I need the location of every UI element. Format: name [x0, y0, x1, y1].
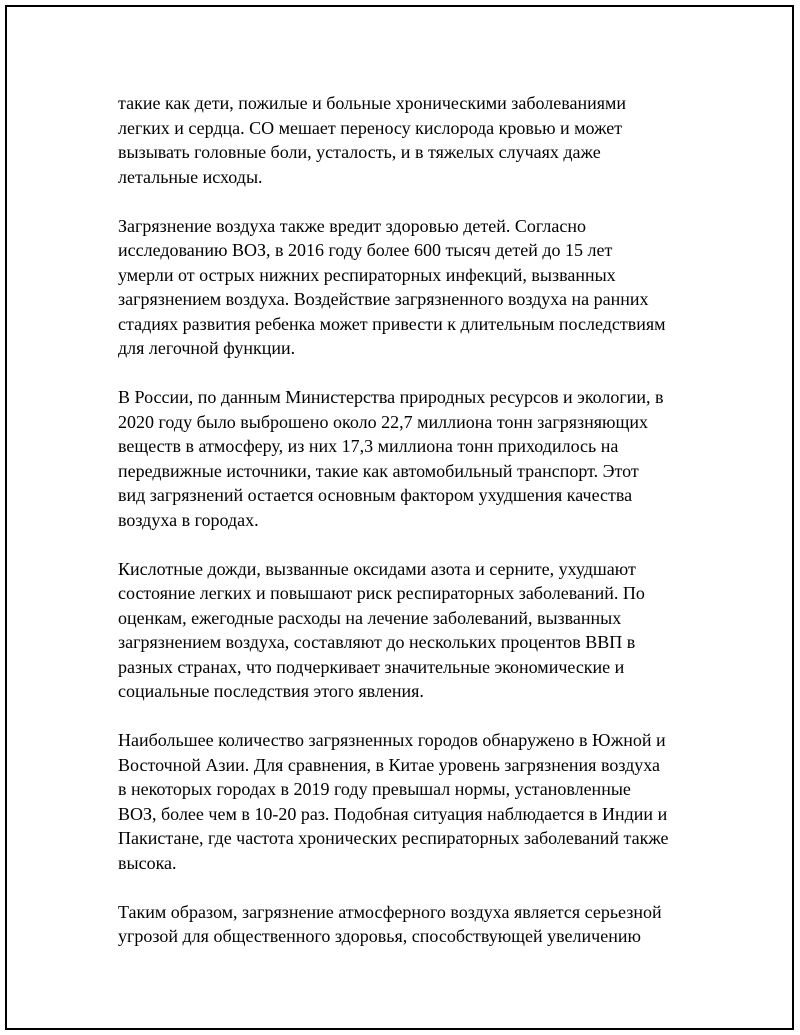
- paragraph-asia-pollution: Наибольшее количество загрязненных городов обнаружено в Южной и Восточной Азии. Для сравнения, в Китае уровень загрязнения воздуха в некоторых городах в 2019 году превышал нормы, установленные ВОЗ, более чем в 10-20 раз. Подобная ситуация наблюдается в Индии и Пакистане, где частота хронических респираторных заболеваний также высока.: [118, 730, 669, 873]
- paragraph-conclusion: Таким образом, загрязнение атмосферного воздуха является серьезной угрозой для общественного здоровья, способствующей увеличению: [118, 901, 662, 946]
- paragraph-children-health: Загрязнение воздуха также вредит здоровью детей. Согласно исследованию ВОЗ, в 2016 году более 600 тысяч детей до 15 лет умерли от острых нижних респираторных инфекций, вызванных загрязнением воздуха. Воздействие загрязненного воздуха на ранних стадиях развития ребенка может привести к длительным последствиям для легочной функции.: [118, 215, 666, 358]
- paragraph-acid-rain-costs: Кислотные дожди, вызванные оксидами азота и серните, ухудшают состояние легких и повышают риск респираторных заболеваний. По оценкам, ежегодные расходы на лечение заболеваний, вызванных загрязнением воздуха, составляют до нескольких процентов ВВП в разных странах, что подчеркивает значительные экономические и социальные последствия этого явления.: [118, 558, 645, 701]
- document-body: [118, 91, 698, 973]
- paragraph-co-health-effects: такие как дети, пожилые и больные хроническими заболеваниями легких и сердца. CO мешает переносу кислорода кровью и может вызывать головные боли, усталость, и в тяжелых случаях даже летальные исходы.: [118, 93, 627, 187]
- paragraph-russia-emissions: В России, по данным Министерства природных ресурсов и экологии, в 2020 году было выброшено около 22,7 миллиона тонн загрязняющих веществ в атмосферу, из них 17,3 миллиона тонн приходилось на передвижные источники, такие как автомобильный транспорт. Этот вид загрязнений остается основным фактором ухудшения качества воздуха в городах.: [118, 387, 664, 530]
